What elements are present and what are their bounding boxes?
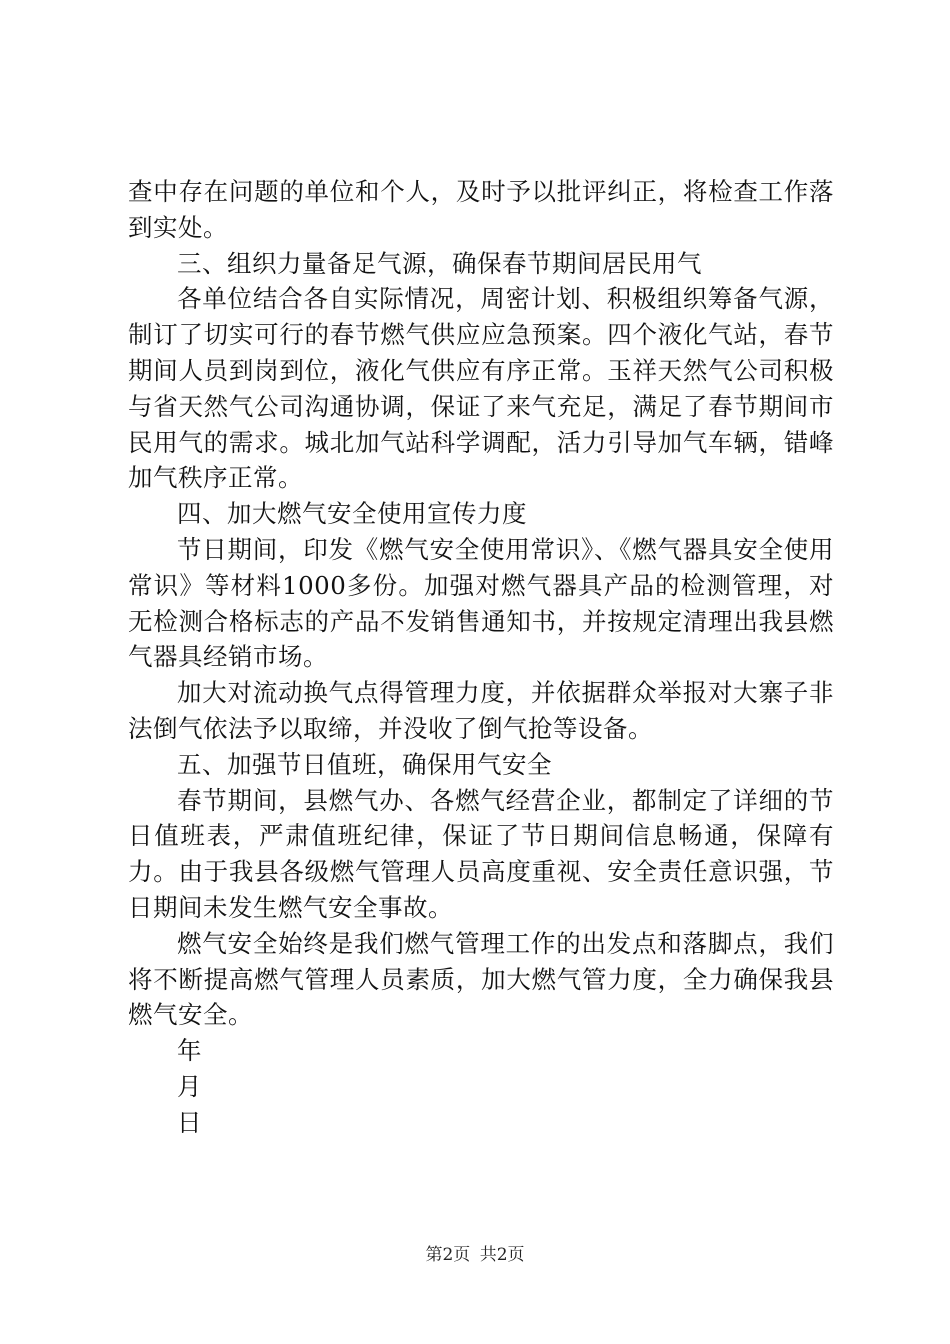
body-paragraph: 加大对流动换气点得管理力度，并依据群众举报对大寨子非法倒气依法予以取缔，并没收了倒气抢等设备。 xyxy=(128,678,834,743)
page-total: 共2页 xyxy=(479,1245,525,1265)
section-heading-5: 五、加强节日值班，确保用气安全 xyxy=(177,749,552,779)
document-body xyxy=(128,174,834,1141)
closing-paragraph: 燃气安全始终是我们燃气管理工作的出发点和落脚点，我们将不断提高燃气管理人员素质，加大燃气管力度，全力确保我县燃气安全。 xyxy=(128,928,834,1030)
page-number: 第2页 xyxy=(425,1245,471,1265)
page-footer xyxy=(0,1244,950,1266)
date-month: 月 xyxy=(177,1071,202,1101)
body-paragraph: 节日期间，印发《燃气安全使用常识》、《燃气器具安全使用常识》等材料1000多份。加强对燃气器具产品的检测管理，对无检测合格标志的产品不发销售通知书，并按规定清理出我县燃气器具经销市场。 xyxy=(128,534,834,672)
section-heading-3: 三、组织力量备足气源，确保春节期间居民用气 xyxy=(177,248,702,278)
section-heading-4: 四、加大燃气安全使用宣传力度 xyxy=(177,499,527,529)
body-paragraph: 各单位结合各自实际情况，周密计划、积极组织筹备气源，制订了切实可行的春节燃气供应应急预案。四个液化气站，春节期间人员到岗到位，液化气供应有序正常。玉祥天然气公司积极与省天然气公司沟通协调，保证了来气充足，满足了春节期间市民用气的需求。城北加气站科学调配，活力引导加气车辆，错峰加气秩序正常。 xyxy=(128,284,834,493)
continuation-paragraph: 查中存在问题的单位和个人，及时予以批评纠正，将检查工作落到实处。 xyxy=(128,177,834,242)
date-year: 年 xyxy=(177,1036,202,1066)
body-paragraph: 春节期间，县燃气办、各燃气经营企业，都制定了详细的节日值班表，严肃值班纪律，保证了节日期间信息畅通，保障有力。由于我县各级燃气管理人员高度重视、安全责任意识强，节日期间未发生燃气安全事故。 xyxy=(128,785,834,922)
date-day: 日 xyxy=(177,1107,202,1137)
